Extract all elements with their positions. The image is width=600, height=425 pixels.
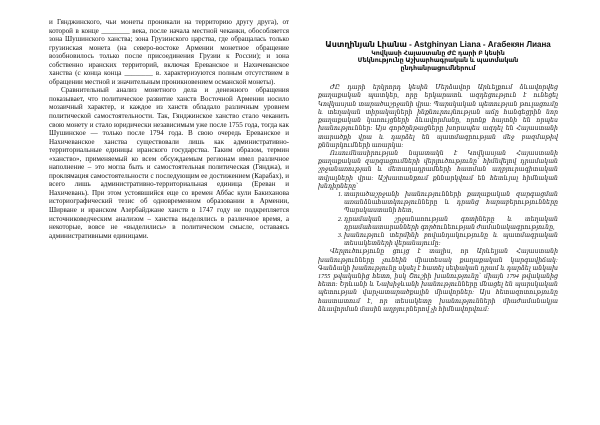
article-subtitle-line-2: Մեկնությունը Աշխարհագրական և պատմական — [357, 57, 519, 65]
list-item: 3. խանություն տերմինի բովանդակությունը և պատմագրական տեսակետների վերանայումը: — [344, 232, 558, 248]
right-paragraph-3: Վերլուծությունը ցույց է տալիս, որ Արևելյան Հայաստանի խանությունները չունեին միատեսակ քաղաքական կարգավիճակ: Գանձակի խանությունը սկսել է հատել սեփական դրամ և դարձել անկախ 1755 թվականից հետո, իսկ Շուշիի խանությունը՝ միայն 1794 թվականից հետո: Երևանի և Նախիջևանի խանությունները մնացել են պարսկական պետության վարչատարածքային միավորներ: Այս հետազոտությունը հաստատում է, որ տեսակետը խանությունների միաժամանակյա ձևավորման մասին աղբյուրներով չի հիմնավորվում: — [318, 248, 558, 313]
left-column — [49, 0, 289, 425]
issues-list — [318, 191, 558, 248]
article-title: Աստղինյան Լիանա - Astghinyan Liana - Агабекян Лиана — [325, 40, 551, 49]
list-item: 2. դրամական շրջանառության գոտիները և տեղական դրամահատարանների գործունեության ժամանակագրությունը, — [344, 216, 558, 232]
right-paragraph-2: Ուսումնասիրության նպատակն է Կովկասյան Հայաստանի քաղաքական զարգացումների վերլուծությունը՝ հիմնվելով դրամական շրջանառության և մետաղադրամների հատման աղբյուրագիտական տվյալների վրա: Աշխատանքում քննարկվում են հետևյալ հիմնական խնդիրները՝ — [318, 149, 558, 190]
list-item: 1. տարածաշրջանի խանությունների քաղաքական զարգացման առանձնահատկությունները և դրանց հարաբերությունները Պարսկաստանի հետ, — [344, 191, 558, 216]
left-paragraph-1: и Гянджинского, чьи монеты проникали на территорию другу друга), от которой в конце ________ века, после начала местной чеканки, обособляется зона Шушинского ханства; зона Грузинского царства, где обращалась только грузинская монета (на северо-востоке Армении монетное обращение возобновилось только после присоединения Грузии к России); и зона собственно иранских территорий, включая Ереванское и Нахичеванское ханства (с конца конца ________ в. характеризуются полным отсутствием в обращении местной и значительным проникновением османской монеты). — [49, 18, 289, 86]
article-subtitle-line-1: Կովկասի Հայաստանը ԺԸ դարի Բ կեսին — [371, 49, 505, 57]
left-paragraph-2: Сравнительный анализ монетного дела и денежного обращения показывает, что политическое развитие ханств Восточной Армении носило мозаичный характер, и каждое из ханств обладало различным уровнем политической самостоятельности. Так, Гянджинское ханство стало чеканить свою монету и стало юридически независимым уже после 1755 года, тогда как Шушинское — только после 1794 года. В свою очередь Ереванское и Нахичеванское ханства существовали лишь как административно-территориальные единицы иранского государства. Таким образом, термин «ханство», применяемый ко всем обсуждаемым регионам имел различное наполнение – это могла быть и самостоятельная политическая (Гянджа), и проклямация самостоятельности с последующим ее достижением (Карабах), и всего лишь административно-территориальная единица (Ереван и Нахичевань). При этом устоявшийся еще со времен Аббас кули Бакиханова историографический тезис об одновременном образовании в Армении, Ширване и иранском Азербайджане ханств в 1747 году не подкрепляется источниковедческим анализом – ханства выделялись в различное время, а некоторые, вовсе не «выделились» в политическом смысле, оставаясь административными единицами. — [49, 86, 289, 240]
right-column — [318, 0, 558, 425]
right-intro-paragraph: ԺԸ դարի երկրորդ կեսին Մերձավոր Արևելքում ձևավորվեց քաղաքական պատկեր, որը երկարատև ազդեցություն է ունեցել Կովկասյան տարածաշրջանի վրա: Պարսկական պետության թուլացումը և տեղական տիրակալների ինքնուրույնության աճը հանգեցրին նոր քաղաքական կառույցների ձևավորմանը, որոնք հայտնի են որպես խանություններ: Այս գործընթացները խորապես ազդել են Հայաստանի տարածքի վրա և դարձել են պատմագրության մեջ բազմաթիվ քննարկումների առարկա: — [318, 84, 558, 149]
article-subtitle-line-3: ընդհանրացումներում — [400, 64, 476, 72]
